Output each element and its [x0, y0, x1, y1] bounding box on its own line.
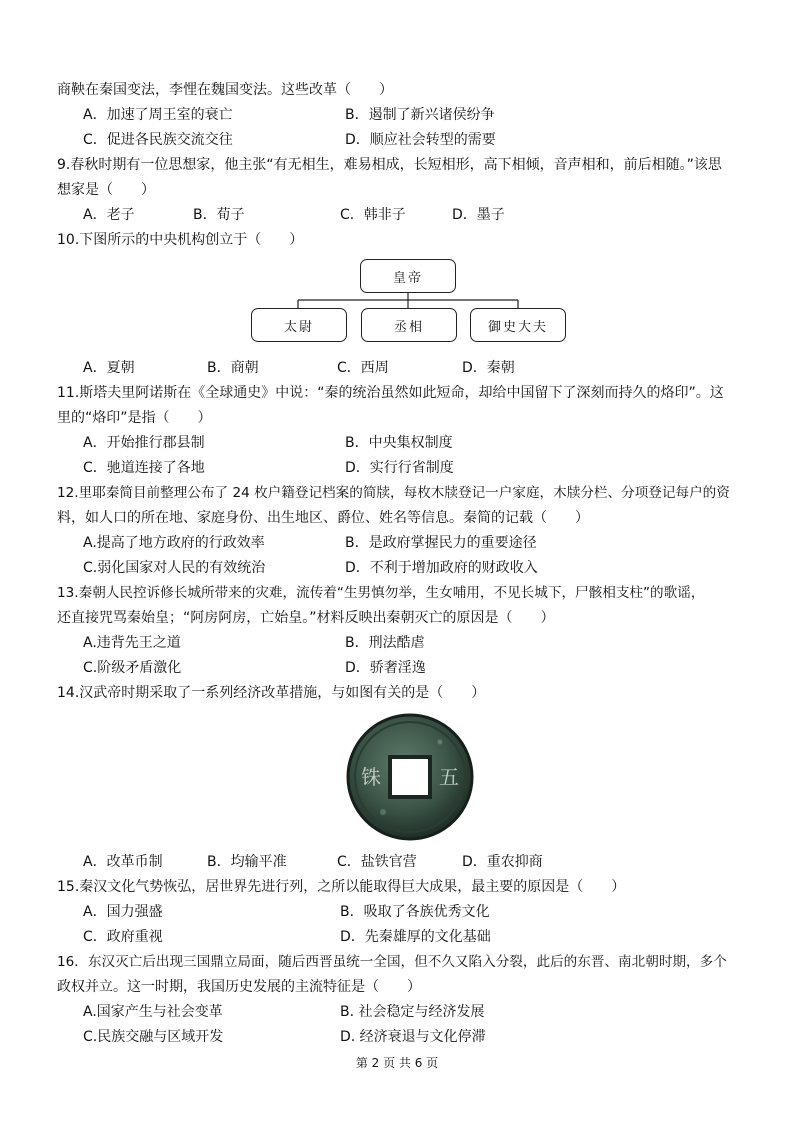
q13-option-a: A.违背先王之道: [83, 635, 181, 651]
q11-option-d: D．实行行省制度: [345, 460, 454, 476]
q10-stem: 10.下图所示的中央机构创立于（ ）: [57, 232, 304, 248]
diagram-node-emperor: 皇帝: [360, 259, 456, 293]
q16-option-b: B. 社会稳定与经济发展: [340, 1004, 485, 1020]
q11-stem-line2: 里的“烙印”是指（ ）: [57, 410, 212, 426]
wuzhu-coin-image: [345, 712, 475, 842]
q8-option-b: B．遏制了新兴诸侯纷争: [345, 107, 495, 123]
diagram-node-chengxiang: 丞相: [361, 308, 457, 342]
q16-stem-line1: 16．东汉灭亡后出现三国鼎立局面，随后西晋虽统一全国，但不久又陷入分裂，此后的东晋、南北朝时期，多个: [57, 954, 727, 970]
q13-option-d: D．骄奢淫逸: [345, 660, 426, 676]
q8-option-d: D．顺应社会转型的需要: [345, 132, 496, 148]
q16-option-c: C.民族交融与区域开发: [83, 1029, 224, 1045]
q8-stem: 商鞅在秦国变法，李悝在魏国变法。这些改革（ ）: [57, 82, 393, 98]
q16-stem-line2: 政权并立。这一时期，我国历史发展的主流特征是（ ）: [57, 979, 421, 995]
q15-option-b: B．吸取了各族优秀文化: [340, 904, 490, 920]
q9-stem-line1: 9.春秋时期有一位思想家，他主张“有无相生，难易相成，长短相形，高下相倾，音声相和，前后相随。”该思: [57, 157, 722, 173]
q9-option-c: C．韩非子: [340, 207, 406, 223]
q13-stem-line1: 13.秦朝人民控诉修长城所带来的灾难，流传着“生男慎勿举，生女哺用，不见长城下，尸骸相支柱”的歌谣，: [57, 585, 705, 601]
q12-stem-line1: 12.里耶秦简目前整理公布了 24 枚户籍登记档案的简牍，每枚木牍登记一户家庭，木牍分栏、分项登记每户的资: [57, 485, 730, 501]
q14-option-d: D．重农抑商: [462, 854, 543, 870]
coin-char-zhu: 铢: [361, 765, 381, 789]
q8-option-a: A．加速了周王室的衰亡: [83, 107, 233, 123]
q16-option-a: A.国家产生与社会变革: [83, 1004, 223, 1020]
q9-option-b: B．荀子: [193, 207, 245, 223]
q15-option-d: D．先秦雄厚的文化基础: [340, 929, 491, 945]
diagram-node-yushidafu: 御史大夫: [470, 308, 566, 342]
q16-option-d: D. 经济衰退与文化停滞: [340, 1029, 486, 1045]
q11-option-a: A．开始推行郡县制: [83, 435, 205, 451]
q13-option-c: C.阶级矛盾激化: [83, 660, 182, 676]
q10-option-c: C．西周: [337, 360, 389, 376]
q10-option-a: A．夏朝: [83, 360, 135, 376]
q10-option-b: B．商朝: [207, 360, 259, 376]
diagram-node-taiwei: 太尉: [251, 308, 347, 342]
q12-option-d: D．不利于增加政府的财政收入: [345, 560, 538, 576]
q15-option-c: C．政府重视: [83, 929, 163, 945]
q9-option-d: D．墨子: [452, 207, 505, 223]
q14-option-b: B．均输平准: [207, 854, 287, 870]
q13-stem-line2: 还直接咒骂秦始皇；“阿房阿房，亡始皇。”材料反映出秦朝灭亡的原因是（ ）: [57, 610, 555, 626]
q12-option-b: B．是政府掌握民力的重要途径: [345, 535, 537, 551]
page-footer: 第 2 页 共 6 页: [355, 1056, 439, 1070]
q15-stem: 15.秦汉文化气势恢弘，居世界先进行列，之所以能取得巨大成果，最主要的原因是（ ）: [57, 879, 626, 895]
q11-option-c: C．驰道连接了各地: [83, 460, 205, 476]
q11-option-b: B．中央集权制度: [345, 435, 453, 451]
q12-stem-line2: 料，如人口的所在地、家庭身份、出生地区、爵位、姓名等信息。秦简的记载（ ）: [57, 510, 589, 526]
q8-option-c: C．促进各民族交流交往: [83, 132, 233, 148]
q12-option-a: A.提高了地方政府的行政效率: [83, 535, 265, 551]
q11-stem-line1: 11.斯塔夫里阿诺斯在《全球通史》中说：“秦的统治虽然如此短命，却给中国留下了深刻而持久的烙印”。这: [57, 385, 724, 401]
q9-option-a: A．老子: [83, 207, 135, 223]
q9-stem-line2: 想家是（ ）: [57, 182, 155, 198]
q15-option-a: A．国力强盛: [83, 904, 163, 920]
q13-option-b: B．刑法酷虐: [345, 635, 425, 651]
q10-option-d: D．秦朝: [462, 360, 515, 376]
central-government-diagram: [250, 258, 570, 348]
q14-option-c: C．盐铁官营: [337, 854, 417, 870]
coin-char-wu: 五: [439, 765, 459, 789]
q14-stem: 14.汉武帝时期采取了一系列经济改革措施，与如图有关的是（ ）: [57, 685, 486, 701]
q14-option-a: A．改革币制: [83, 854, 163, 870]
q12-option-c: C.弱化国家对人民的有效统治: [83, 560, 266, 576]
